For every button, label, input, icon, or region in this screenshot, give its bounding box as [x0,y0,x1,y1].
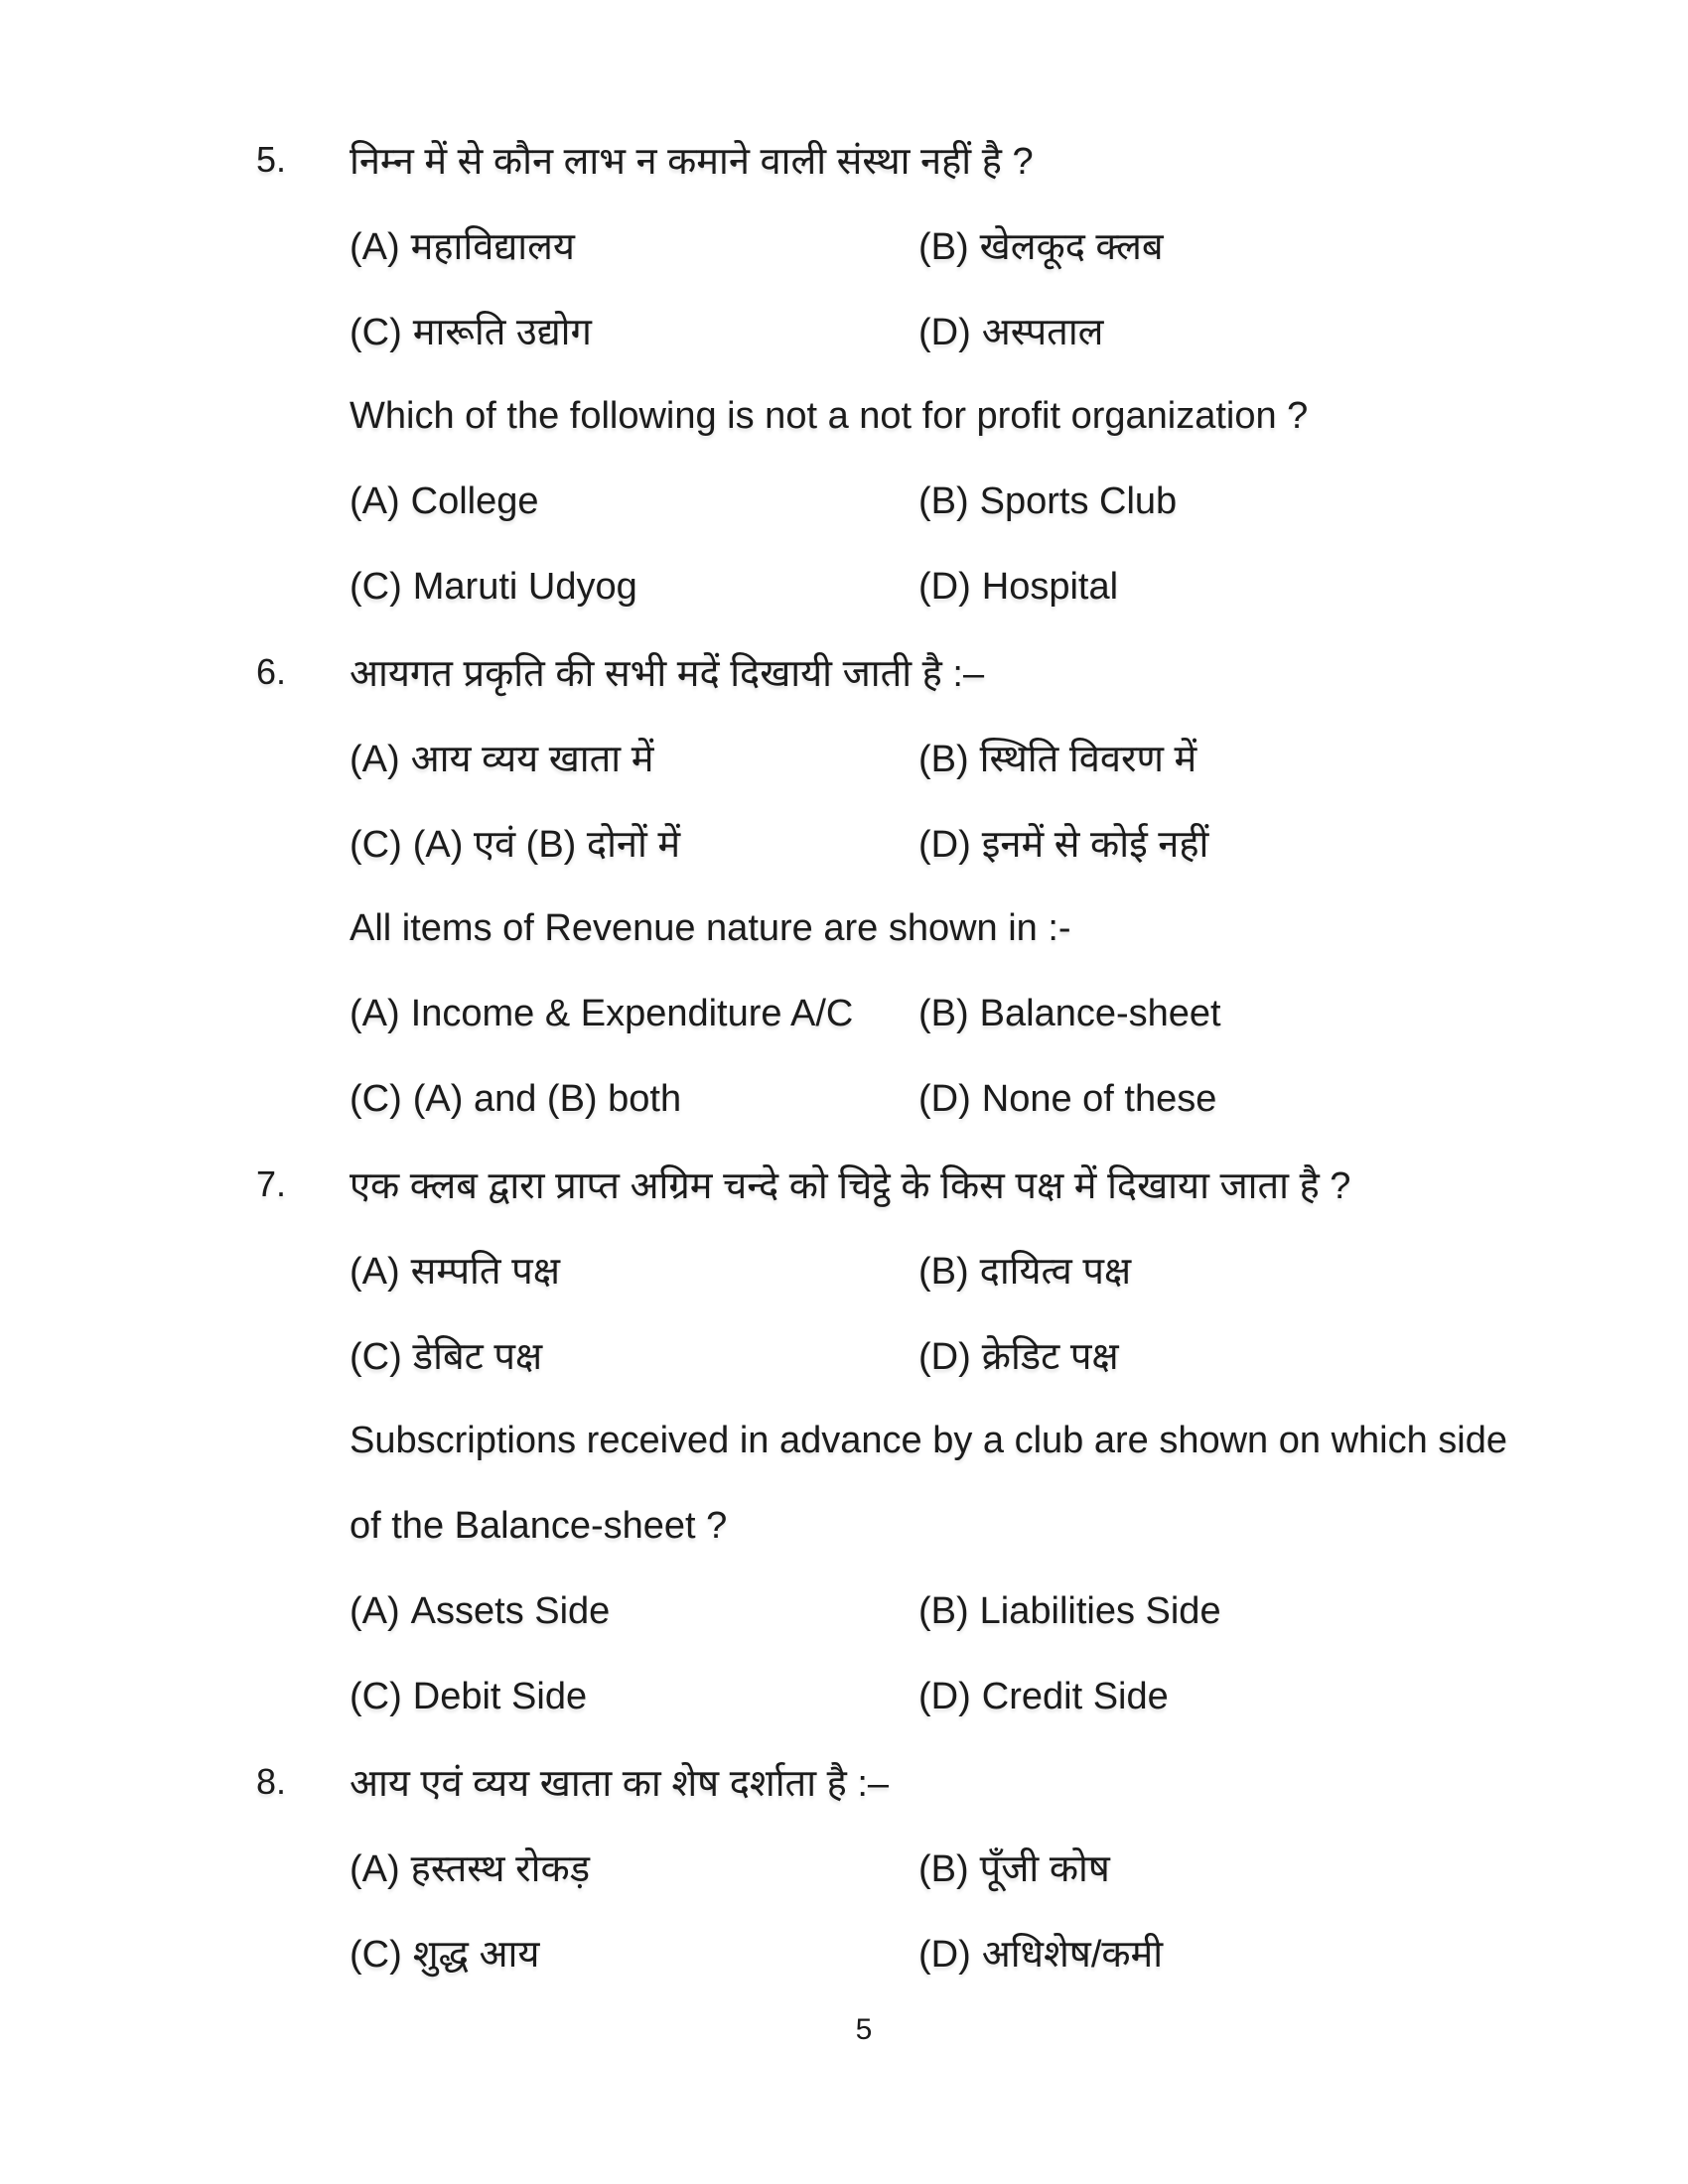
question-text-hindi: निम्न में से कौन लाभ न कमाने वाली संस्था नहीं है ? [350,141,1034,183]
question-text-english: of the Balance-sheet ? [350,1504,728,1547]
option-b [918,993,1221,1035]
question-8-hindi-line [0,1739,1688,1825]
option-text: Debit Side [412,1675,588,1717]
option-d [918,566,1118,609]
option-text: Liabilities Side [979,1589,1221,1632]
option-d [918,817,1208,869]
question-text-hindi: आयगत प्रकृति की सभी मदें दिखायी जाती है :– [350,653,985,695]
option-b [918,1842,1110,1893]
option-text: आय व्यय खाता में [410,739,654,780]
question-number: 8. [256,1761,287,1802]
option-text: Assets Side [410,1589,611,1632]
option-b [918,480,1177,523]
option-c [350,1329,918,1381]
question-7-english-line-2 [0,1483,1688,1569]
option-label: (C) [350,1336,402,1378]
question-7-hindi-line [0,1142,1688,1227]
option-c [350,305,918,356]
option-c [350,1078,918,1121]
option-text: (A) एवं (B) दोनों में [412,824,681,866]
option-c [350,1927,918,1979]
option-text: क्रेडिट पक्ष [981,1336,1119,1378]
option-b [918,732,1196,783]
option-a [350,480,918,523]
question-8-hindi-options-row-2 [0,1910,1688,1995]
option-label: (B) [918,739,969,780]
option-d [918,305,1103,356]
option-a [350,1842,918,1893]
option-label: (C) [350,1675,402,1717]
option-text: खेलकूद क्लब [979,226,1164,268]
option-text: दायित्व पक्ष [979,1251,1132,1293]
question-6-hindi-line [0,629,1688,715]
option-label: (A) [350,226,400,268]
option-a [350,732,918,783]
question-text-english: All items of Revenue nature are shown in :- [350,906,1071,949]
option-a [350,1244,918,1296]
option-label: (C) [350,1077,402,1120]
question-5-hindi-options-row-1 [0,203,1688,288]
question-8-hindi-options-row-1 [0,1825,1688,1910]
question-5-english-line [0,373,1688,459]
question-7-hindi-options-row-1 [0,1227,1688,1312]
option-label: (A) [350,1589,400,1632]
option-label: (D) [918,1675,971,1717]
question-5-english-options-row-2 [0,544,1688,629]
question-7-english-options-row-2 [0,1654,1688,1739]
option-label: (B) [918,992,969,1034]
page-number: 5 [855,2013,873,2046]
option-label: (A) [350,1251,400,1293]
option-text: (A) and (B) both [412,1077,682,1120]
question-6-hindi-options-row-1 [0,715,1688,800]
option-label: (D) [918,824,971,866]
option-label: (D) [918,312,971,353]
option-text: सम्पति पक्ष [410,1251,560,1293]
option-text: महाविद्यालय [410,226,575,268]
question-5-english-options-row-1 [0,459,1688,544]
option-text: Maruti Udyog [412,565,637,608]
option-label: (C) [350,312,402,353]
option-text: Sports Club [979,479,1178,522]
option-text: Balance-sheet [979,992,1221,1034]
option-label: (D) [918,1934,971,1976]
option-label: (C) [350,565,402,608]
option-text: Income & Expenditure A/C [410,992,854,1034]
option-a [350,219,918,271]
option-label: (C) [350,824,402,866]
page-content [0,117,1688,1995]
question-number: 5. [256,139,287,180]
question-6-english-options-row-2 [0,1056,1688,1142]
option-label: (B) [918,479,969,522]
question-text-english: Subscriptions received in advance by a club are shown on which side [350,1419,1507,1461]
question-text-english: Which of the following is not a not for profit organization ? [350,394,1309,437]
option-label: (B) [918,1589,969,1632]
question-text-hindi: एक क्लब द्वारा प्राप्त अग्रिम चन्दे को चिट्ठे के किस पक्ष में दिखाया जाता है ? [350,1165,1351,1207]
option-c [350,1676,918,1718]
option-b [918,1244,1131,1296]
question-6-english-options-row-1 [0,971,1688,1056]
option-text: अधिशेष/कमी [981,1934,1164,1976]
option-text: Credit Side [981,1675,1169,1717]
option-text: डेबिट पक्ष [412,1336,543,1378]
option-text: मारूति उद्योग [412,312,592,353]
option-text: अस्पताल [981,312,1104,353]
option-a [350,1590,918,1633]
option-label: (D) [918,1077,971,1120]
option-text: इनमें से कोई नहीं [981,824,1209,866]
option-label: (B) [918,1251,969,1293]
option-a [350,993,918,1035]
option-text: पूँजी कोष [979,1848,1110,1890]
option-label: (A) [350,739,400,780]
question-number: 7. [256,1163,287,1204]
option-text: None of these [981,1077,1217,1120]
question-7-english-options-row-1 [0,1569,1688,1654]
option-label: (A) [350,992,400,1034]
question-text-hindi: आय एवं व्यय खाता का शेष दर्शाता है :– [350,1763,890,1805]
option-label: (A) [350,1848,400,1890]
option-label: (D) [918,565,971,608]
question-6-hindi-options-row-2 [0,800,1688,886]
option-d [918,1927,1163,1979]
option-label: (A) [350,479,400,522]
option-label: (B) [918,226,969,268]
option-c [350,817,918,869]
option-text: Hospital [981,565,1119,608]
option-label: (C) [350,1934,402,1976]
option-text: स्थिति विवरण में [979,739,1197,780]
option-text: College [410,479,539,522]
question-5-hindi-line [0,117,1688,203]
question-number: 6. [256,651,287,692]
option-text: हस्तस्थ रोकड़ [410,1848,591,1890]
option-d [918,1329,1119,1381]
option-d [918,1676,1169,1718]
option-b [918,219,1164,271]
option-d [918,1078,1216,1121]
question-7-hindi-options-row-2 [0,1312,1688,1398]
question-7-english-line-1 [0,1398,1688,1483]
option-text: शुद्ध आय [412,1934,540,1976]
option-label: (B) [918,1848,969,1890]
option-c [350,566,918,609]
question-6-english-line [0,886,1688,971]
question-5-hindi-options-row-2 [0,288,1688,373]
option-b [918,1590,1221,1633]
option-label: (D) [918,1336,971,1378]
